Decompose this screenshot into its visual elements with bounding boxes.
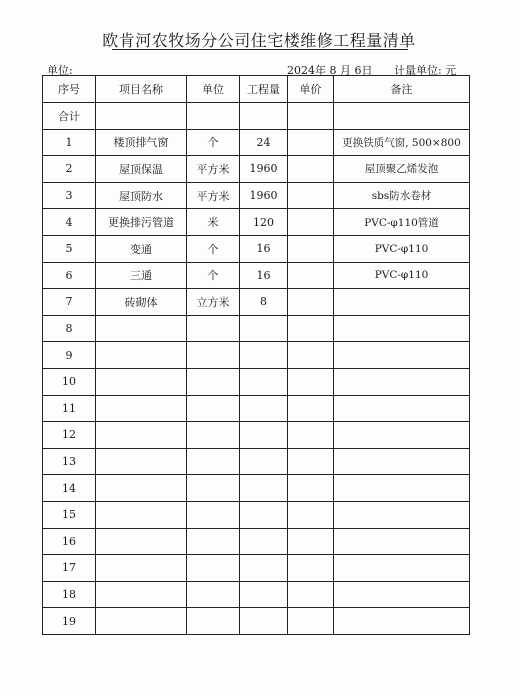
header-price: 单价 (288, 76, 334, 103)
cell-price (288, 342, 334, 369)
table-row (43, 501, 470, 528)
cell-unit (187, 448, 240, 475)
cell-note (334, 608, 470, 635)
cell-note: PVC-φ110管道 (334, 209, 470, 236)
cell-note (334, 555, 470, 582)
header-name: 项目名称 (96, 76, 187, 103)
table-row (43, 235, 470, 262)
table-row (43, 395, 470, 422)
cell-price (288, 289, 334, 316)
cell-no: 16 (43, 528, 96, 555)
total-name-cell (96, 103, 187, 130)
cell-name: 屋顶保温 (96, 156, 187, 183)
cell-note (334, 422, 470, 449)
header-qty: 工程量 (240, 76, 288, 103)
header-unit: 单位 (187, 76, 240, 103)
cell-no: 2 (43, 156, 96, 183)
cell-name (96, 475, 187, 502)
cell-unit (187, 528, 240, 555)
cell-no: 5 (43, 235, 96, 262)
cell-no: 10 (43, 368, 96, 395)
cell-price (288, 581, 334, 608)
cell-qty (240, 528, 288, 555)
table-row (43, 422, 470, 449)
cell-qty (240, 555, 288, 582)
cell-qty (240, 448, 288, 475)
cell-no: 11 (43, 395, 96, 422)
cell-unit: 个 (187, 129, 240, 156)
table-row (43, 342, 470, 369)
cell-note: sbs防水卷材 (334, 182, 470, 209)
cell-price (288, 448, 334, 475)
cell-name (96, 555, 187, 582)
cell-qty (240, 501, 288, 528)
cell-unit: 个 (187, 235, 240, 262)
table-row (43, 289, 470, 316)
cell-price (288, 156, 334, 183)
cell-name (96, 315, 187, 342)
cell-qty (240, 475, 288, 502)
unit-label: 单位: (47, 64, 73, 77)
title-underline (112, 49, 408, 50)
cell-price (288, 235, 334, 262)
cell-no: 1 (43, 129, 96, 156)
cell-qty (240, 581, 288, 608)
cell-note (334, 395, 470, 422)
cell-qty (240, 608, 288, 635)
cell-qty: 16 (240, 235, 288, 262)
cell-qty (240, 422, 288, 449)
cell-name: 更换排污管道 (96, 209, 187, 236)
cell-qty: 120 (240, 209, 288, 236)
cell-unit (187, 475, 240, 502)
cell-price (288, 315, 334, 342)
table-row (43, 209, 470, 236)
cell-price (288, 209, 334, 236)
cell-no: 7 (43, 289, 96, 316)
total-unit-cell (187, 103, 240, 130)
cell-qty (240, 395, 288, 422)
cell-no: 8 (43, 315, 96, 342)
cell-name: 三通 (96, 262, 187, 289)
cell-price (288, 422, 334, 449)
cell-no: 6 (43, 262, 96, 289)
table-row (43, 315, 470, 342)
cell-qty: 24 (240, 129, 288, 156)
cell-name (96, 448, 187, 475)
cell-note (334, 315, 470, 342)
cell-price (288, 262, 334, 289)
cell-name (96, 581, 187, 608)
cell-note (334, 528, 470, 555)
cell-qty (240, 342, 288, 369)
cell-unit (187, 395, 240, 422)
cell-name: 楼顶排气窗 (96, 129, 187, 156)
cell-price (288, 395, 334, 422)
cell-name: 屋顶防水 (96, 182, 187, 209)
cell-note (334, 581, 470, 608)
cell-price (288, 528, 334, 555)
table-row (43, 368, 470, 395)
cell-unit (187, 422, 240, 449)
cell-unit (187, 608, 240, 635)
cell-unit: 个 (187, 262, 240, 289)
quantity-table (42, 75, 470, 635)
table-row (43, 581, 470, 608)
cell-price (288, 182, 334, 209)
cell-no: 13 (43, 448, 96, 475)
cell-unit (187, 368, 240, 395)
cell-qty: 16 (240, 262, 288, 289)
total-row (43, 103, 470, 130)
cell-name (96, 422, 187, 449)
date-label: 2024年 8 月 6日 (287, 64, 373, 77)
cell-no: 17 (43, 555, 96, 582)
cell-note (334, 289, 470, 316)
header-no: 序号 (43, 76, 96, 103)
cell-note (334, 475, 470, 502)
cell-price (288, 129, 334, 156)
cell-no: 18 (43, 581, 96, 608)
cell-no: 15 (43, 501, 96, 528)
table-row (43, 475, 470, 502)
cell-qty: 8 (240, 289, 288, 316)
cell-name: 砖砌体 (96, 289, 187, 316)
cell-name: 变通 (96, 235, 187, 262)
cell-price (288, 368, 334, 395)
cell-unit (187, 555, 240, 582)
measure-unit-label: 计量单位: 元 (394, 64, 457, 77)
cell-no: 14 (43, 475, 96, 502)
cell-name (96, 395, 187, 422)
table-row (43, 528, 470, 555)
cell-name (96, 608, 187, 635)
cell-unit (187, 342, 240, 369)
total-label: 合计 (43, 103, 96, 130)
cell-note: PVC-φ110 (334, 235, 470, 262)
cell-name (96, 342, 187, 369)
cell-note: PVC-φ110 (334, 262, 470, 289)
cell-qty: 1960 (240, 182, 288, 209)
cell-price (288, 608, 334, 635)
cell-no: 9 (43, 342, 96, 369)
cell-note (334, 368, 470, 395)
cell-unit: 平方米 (187, 182, 240, 209)
cell-no: 12 (43, 422, 96, 449)
cell-unit (187, 315, 240, 342)
table-row (43, 182, 470, 209)
total-price-cell (288, 103, 334, 130)
table-row (43, 448, 470, 475)
cell-no: 3 (43, 182, 96, 209)
cell-price (288, 501, 334, 528)
cell-no: 19 (43, 608, 96, 635)
header-note: 备注 (334, 76, 470, 103)
cell-qty (240, 368, 288, 395)
table-row (43, 262, 470, 289)
document-title: 欧肯河农牧场分公司住宅楼维修工程量清单 (102, 31, 416, 50)
cell-unit: 米 (187, 209, 240, 236)
cell-unit (187, 501, 240, 528)
table-row (43, 156, 470, 183)
cell-unit: 平方米 (187, 156, 240, 183)
total-note-cell (334, 103, 470, 130)
cell-name (96, 528, 187, 555)
cell-note (334, 448, 470, 475)
table-header-row (43, 76, 470, 103)
total-qty-cell (240, 103, 288, 130)
cell-note: 更换铁质气窗, 500×800 (334, 129, 470, 156)
cell-price (288, 475, 334, 502)
cell-name (96, 368, 187, 395)
table-row (43, 555, 470, 582)
table-row (43, 608, 470, 635)
cell-note (334, 501, 470, 528)
cell-note: 屋顶聚乙烯发泡 (334, 156, 470, 183)
cell-name (96, 501, 187, 528)
cell-qty (240, 315, 288, 342)
cell-unit (187, 581, 240, 608)
cell-no: 4 (43, 209, 96, 236)
cell-unit: 立方米 (187, 289, 240, 316)
cell-qty: 1960 (240, 156, 288, 183)
cell-price (288, 555, 334, 582)
cell-note (334, 342, 470, 369)
table-row (43, 129, 470, 156)
